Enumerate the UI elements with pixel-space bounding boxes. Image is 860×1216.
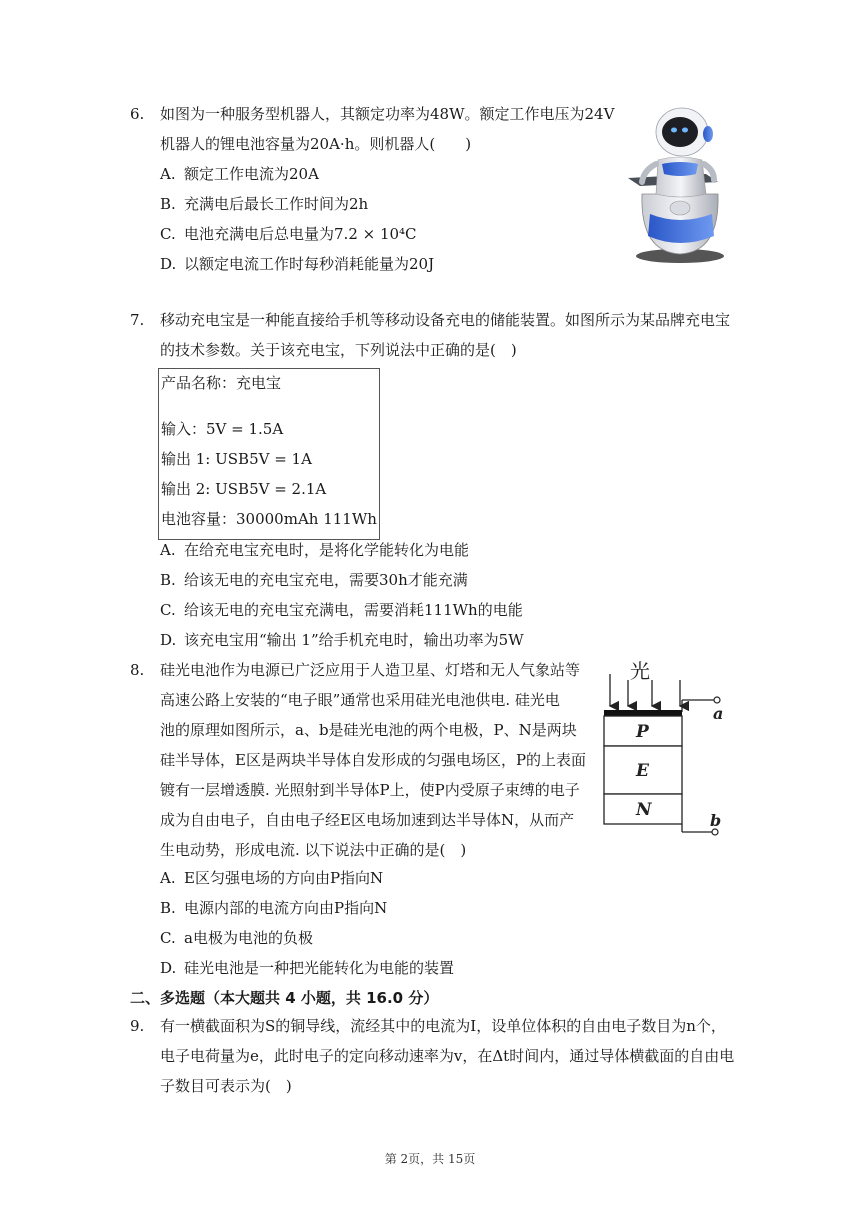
anti-reflection-film [604,710,682,716]
robot-image [622,104,732,266]
question-6-option-d: D. 以额定电流工作时每秒消耗能量为20J [160,255,435,273]
spec-capacity: 电池容量：30000mAh 111Wh [161,510,377,528]
terminal-a [714,697,720,703]
question-8-number: 8. [130,661,145,679]
question-8-text-line1: 硅光电池作为电源已广泛应用于人造卫星、灯塔和无人气象站等 [160,661,581,679]
layer-e-label: E [636,761,649,781]
power-bank-spec-table [158,368,380,540]
question-7-text-line1: 移动充电宝是一种能直接给手机等移动设备充电的储能装置。如图所示为某品牌充电宝 [160,311,731,329]
question-8-text-line4: 硅半导体，E区是两块半导体自发形成的匀强电场区，P的上表面 [160,751,587,769]
question-8-text-line5: 镀有一层增透膜. 光照射到半导体P上，使P内受原子束缚的电子 [160,781,580,799]
question-6-number: 6. [130,105,145,123]
terminal-b-label: b [710,811,722,830]
question-8-option-d: D. 硅光电池是一种把光能转化为电能的装置 [160,959,455,977]
question-6-option-b: B. 充满电后最长工作时间为2h [160,195,369,213]
question-6-text-line1: 如图为一种服务型机器人，其额定功率为48W。额定工作电压为24V [160,105,615,123]
page-footer: 第 2页，共 15页 [384,1152,476,1166]
question-9-text-line3: 子数目可表示为( ) [160,1077,292,1095]
question-7-option-d: D. 该充电宝用“输出 1”给手机充电时，输出功率为5W [160,631,524,649]
spec-output-2: 输出 2: USB5V = 2.1A [161,480,327,498]
spec-product-name: 产品名称：充电宝 [161,374,282,392]
question-9-number: 9. [130,1017,145,1035]
question-6-option-c: C. 电池充满电后总电量为7.2 × 10⁴C [160,225,417,243]
question-8-option-a: A. E区匀强电场的方向由P指向N [160,869,384,887]
question-7-option-a: A. 在给充电宝充电时，是将化学能转化为电能 [160,541,470,559]
photocell-diagram [598,656,730,840]
question-8-option-b: B. 电源内部的电流方向由P指向N [160,899,388,917]
section-heading-multiple-choice: 二、多选题（本大题共 4 小题，共 16.0 分） [130,989,439,1007]
light-label: 光 [630,659,650,683]
question-6-option-a: A. 额定工作电流为20A [160,165,319,183]
question-6-text-line2: 机器人的锂电池容量为20A·h。则机器人( ) [160,135,472,153]
question-7-number: 7. [130,311,145,329]
question-8-option-c: C. a电极为电池的负极 [160,929,313,947]
question-7-option-b: B. 给该无电的充电宝充电，需要30h才能充满 [160,571,468,589]
layer-n-label: N [636,800,652,820]
question-7-text-line2: 的技术参数。关于该充电宝，下列说法中正确的是( ) [160,341,517,359]
question-9-text-line1: 有一横截面积为S的铜导线，流经其中的电流为I，设单位体积的自由电子数目为n个， [160,1017,726,1035]
terminal-a-label: a [713,704,724,723]
layer-p-label: P [636,722,649,742]
question-8-text-line7: 生电动势，形成电流. 以下说法中正确的是( ) [160,841,467,859]
question-8-text-line2: 高速公路上安装的“电子眼”通常也采用硅光电池供电. 硅光电 [160,691,560,709]
question-9-text-line2: 电子电荷量为e，此时电子的定向移动速率为v，在Δt时间内，通过导体横截面的自由电 [160,1047,735,1065]
question-8-text-line3: 池的原理如图所示，a、b是硅光电池的两个电极，P、N是两块 [160,721,577,739]
question-7-option-c: C. 给该无电的充电宝充满电，需要消耗111Wh的电能 [160,601,523,619]
question-8-text-line6: 成为自由电子，自由电子经E区电场加速到达半导体N，从而产 [160,811,575,829]
spec-input: 输入：5V = 1.5A [161,420,284,438]
spec-output-1: 输出 1: USB5V = 1A [161,450,312,468]
